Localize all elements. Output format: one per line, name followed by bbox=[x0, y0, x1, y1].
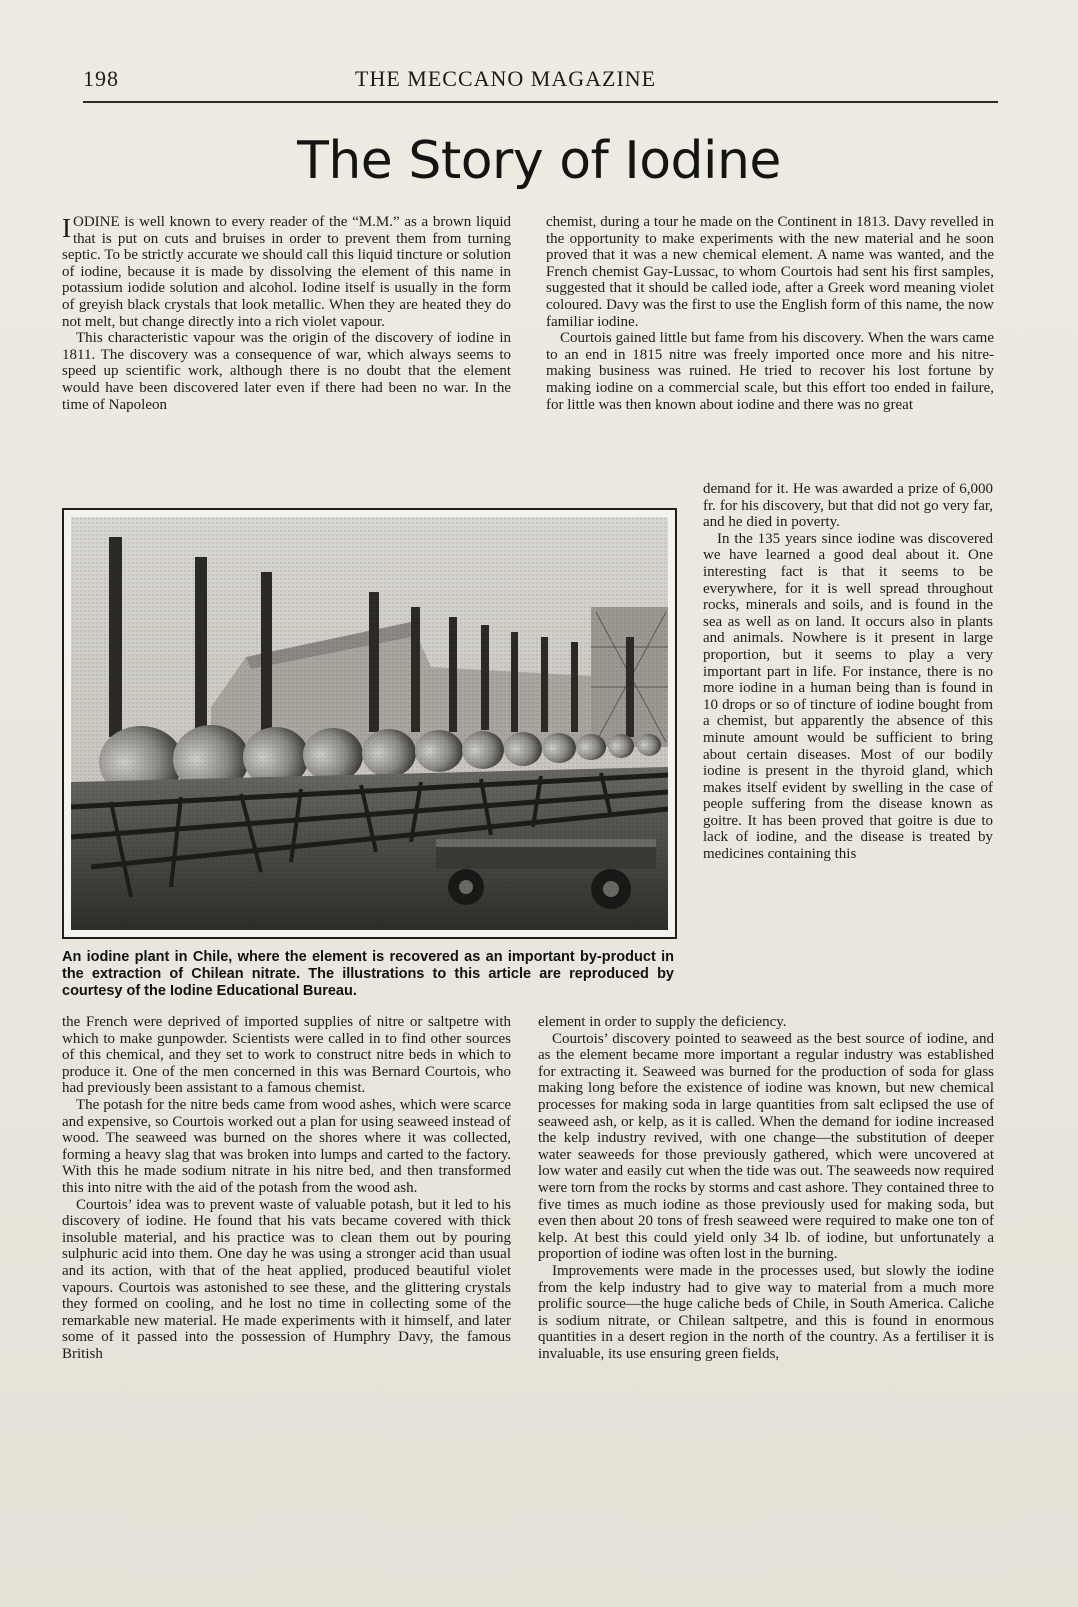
paragraph: The potash for the nitre beds came from wood ashes, which were scarce and expensive, so Courtois worked out a plan for using seaweed instead of wood. The seaweed was burned on the shores where it was collected, forming a heavy slag that was broken into lumps and carted to the factory. With this he made sodium nitrate in his nitre bed, and then transformed this into nitre with the aid of the potash from the wood ash. bbox=[62, 1096, 511, 1196]
column-beside-photo bbox=[703, 481, 993, 863]
column-bottom-left bbox=[62, 1014, 511, 1362]
column-top-right bbox=[546, 214, 994, 413]
article-title: The Story of Iodine bbox=[297, 131, 781, 191]
paragraph: This characteristic vapour was the origin of the discovery of iodine in 1811. The discovery was a consequence of war, which always seems to speed up scientific work, although there is no doubt that the element would have been discovered later even if there had been no war. In the time of Napoleon bbox=[62, 330, 511, 413]
paragraph-text: ODINE is well known to every reader of the “M.M.” as a brown liquid that is put on cuts and bruises in order to prevent them from turning septic. To be strictly accurate we should call this liquid tincture or solution of iodine, because it is made by dissolving the element of this name in potassium iodide solution and alcohol. Iodine itself is usually in the form of greyish black crystals that look metallic. When they are heated they do not melt, but change directly into a rich violet vapour. bbox=[62, 214, 511, 330]
paragraph: element in order to supply the deficiency. bbox=[538, 1014, 787, 1030]
photo-caption: An iodine plant in Chile, where the element is recovered as an important by-product in the extraction of Chilean nitrate. The illustrations to this article are reproduced by courtesy of the Iodine Educational Bureau. bbox=[62, 949, 674, 999]
paragraph: the French were deprived of imported supplies of nitre or saltpetre with which to make gunpowder. Scientists were called in to find other sources of this chemical, and they set to work to construct nitre beds in which to produce it. One of the men concerned in this was Bernard Courtois, who had previously been assistant to a famous chemist. bbox=[62, 1014, 511, 1097]
paragraph: Courtois’ discovery pointed to seaweed as the best source of iodine, and as the element became more important a regular industry was established for extracting it. Seaweed was burned for the production of soda for glass making long before the existence of iodine was known, but new chemical processes for making soda in large quantities from salt eclipsed the use of seaweed ash, or kelp, as it is called. When the demand for iodine increased the kelp industry revived, with one change—the substitution of deeper water seaweeds for those previously gathered, which were uncovered at low water and easily cut when the tide was out. The seaweeds now required were torn from the rocks by storms and cast ashore. They contained three to five times as much iodine as those previously used for making soda, but even then about 20 tons of fresh seaweed were required to make one ton of kelp. At best this could yield only 34 lb. of iodine, but unfortunately a proportion of iodine was often lost in the burning. bbox=[538, 1030, 994, 1263]
drop-cap: I bbox=[62, 213, 71, 243]
paragraph: In the 135 years since iodine was discovered we have learned a good deal about it. One interesting fact is that it seems to be everywhere, for it is well spread throughout rocks, minerals and soils, and is found in the sea as well as on land. It occurs also in plants and animals. Nowhere is it present in large proportion, but it seems to play a very important part in life. For instance, there is no more iodine in a human being than is found in 10 drops or so of tincture of iodine bought from a chemist, but apparently the absence of this minute amount would be sufficient to bring about certain diseases. Most of our bodily iodine is present in the thyroid gland, which makes itself evident by swelling in the case of people suffering from the disease known as goitre. It has been proved that goitre is due to lack of iodine, and the disease is treated by medicines containing this bbox=[703, 530, 993, 863]
column-top-left bbox=[62, 214, 511, 413]
paragraph bbox=[62, 214, 511, 330]
iodine-plant-photo bbox=[71, 517, 668, 930]
magazine-title: THE MECCANO MAGAZINE bbox=[355, 66, 657, 91]
photo-frame bbox=[62, 508, 677, 939]
paragraph: chemist, during a tour he made on the Continent in 1813. Davy revelled in the opportunity to make experiments with the new material and he soon proved that it was a new chemical element. A name was wanted, and the French chemist Gay-Lussac, to whom Courtois had sent his first samples, suggested that it should be called iode, after a Greek word meaning violet coloured. Davy was the first to use the English form of this name, the now familiar iodine. bbox=[546, 214, 994, 330]
column-bottom-right bbox=[538, 1014, 994, 1362]
paragraph: Courtois gained little but fame from his discovery. When the wars came to an end in 1815 nitre was freely imported once more and his nitre-making business was ruined. He tried to recover his lost fortune by making iodine on a commercial scale, but this effort too ended in failure, for little was then known about iodine and there was no great bbox=[546, 330, 994, 413]
page-number: 198 bbox=[83, 66, 119, 91]
paragraph: demand for it. He was awarded a prize of 6,000 fr. for his discovery, but that did not go very far, and he died in poverty. bbox=[703, 481, 993, 531]
header-rule bbox=[83, 101, 998, 103]
paragraph: Courtois’ idea was to prevent waste of valuable potash, but it led to his discovery of iodine. He found that his vats became covered with thick insoluble material, and his practice was to clean them out by pouring sulphuric acid into them. One day he was using a stronger acid than usual and its action, with that of the heat applied, produced beautiful violet vapours. Courtois was astonished to see these, and the glittering crystals they formed on cooling, and he lost no time in collecting some of the remarkable new material. He made experiments with it himself, and later some of it passed into the possession of Humphry Davy, the famous British bbox=[62, 1196, 511, 1362]
running-head bbox=[83, 66, 998, 96]
iodine-plant-illustration bbox=[71, 517, 668, 930]
paragraph: Improvements were made in the processes used, but slowly the iodine from the kelp industry had to give way to material from a much more prolific source—the huge caliche beds of Chile, in South America. Caliche is sodium nitrate, or Chilean saltpetre, and this is found in enormous quantities in a desert region in the north of the country. As a fertiliser it is invaluable, its use ensuring green fields, bbox=[538, 1262, 994, 1362]
